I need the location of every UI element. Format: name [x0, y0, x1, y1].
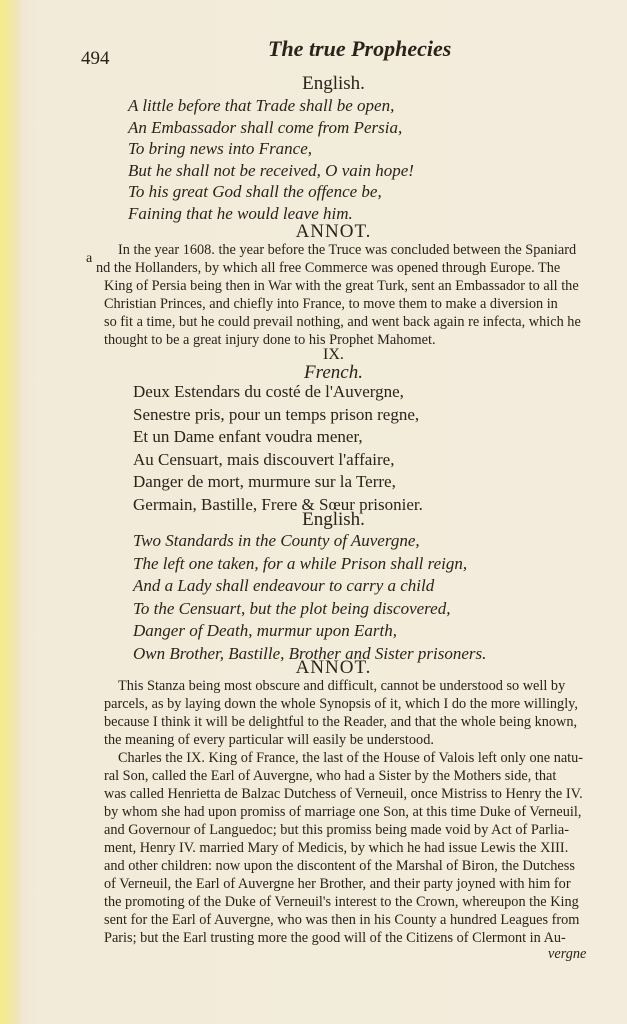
- annotation-line: so fit a time, but he could prevail nothing, and went back again re infecta, which he: [104, 314, 581, 330]
- annotation-line: parcels, as by laying down the whole Synopsis of it, which I do the more willingly,: [104, 696, 578, 712]
- annotation-line: by whom she had upon promiss of marriage one Son, at this time Duke of Verneuil,: [104, 804, 582, 820]
- annotation-line: was called Henrietta de Balzac Dutchess of Verneuil, once Mistriss to Henry the IV.: [104, 786, 583, 802]
- annotation-line: Christian Princes, and chiefly into France, to move them to make a diversion in: [104, 296, 558, 312]
- verse-line: And a Lady shall endeavour to carry a child: [133, 576, 435, 595]
- verse-line: An Embassador shall come from Persia,: [128, 117, 403, 137]
- verse-line: Germain, Bastille, Frere & Sœur prisonier.: [133, 494, 423, 514]
- verse-line: A little before that Trade shall be open,: [128, 96, 395, 115]
- verse-line: To the Censuart, but the plot being discovered,: [133, 598, 451, 618]
- annotation-line: and other children: now upon the discontent of the Marshal of Biron, the Dutchess: [104, 858, 575, 874]
- verse-line: Danger of Death, murmur upon Earth,: [133, 621, 397, 640]
- stanza-number: IX.: [323, 346, 344, 363]
- annotation-line: ment, Henry IV. married Mary of Medicis, by which he had issue Lewis the XIII.: [104, 840, 569, 856]
- drop-letter: a: [86, 251, 93, 266]
- annotation-line: Charles the IX. King of France, the last of the House of Valois left only one natu-: [118, 750, 584, 766]
- annotation-line: Paris; but the Earl trusting more the good will of the Citizens of Clermont in Au-: [104, 930, 566, 946]
- annotation-heading: ANNOT.: [295, 221, 372, 242]
- section-heading-french: French.: [304, 362, 363, 383]
- verse-line: The left one taken, for a while Prison shall reign,: [133, 553, 468, 573]
- annotation-line: ral Son, called the Earl of Auvergne, who had a Sister by the Mothers side, that: [104, 768, 557, 784]
- annotation-line: In the year 1608. the year before the Truce was concluded between the Spaniard: [118, 242, 577, 258]
- verse-line: Danger de mort, murmure sur la Terre,: [133, 472, 396, 491]
- annotation-line: nd the Hollanders, by which all free Commerce was opened through Europe. The: [96, 260, 561, 276]
- verse-line: To his great God shall the offence be,: [128, 182, 382, 201]
- verse-line: Au Censuart, mais discouvert l'affaire,: [133, 449, 395, 469]
- section-heading-english: English.: [302, 509, 365, 530]
- verse-line: Own Brother, Bastille, Brother and Sister prisoners.: [133, 643, 487, 663]
- verse-line: To bring news into France,: [128, 139, 313, 158]
- annotation-line: the meaning of every particular will easily be understood.: [104, 732, 434, 748]
- annotation-line: of Verneuil, the Earl of Auvergne her Brother, and their party joyned with him for: [104, 876, 571, 892]
- annotation-line: the promoting of the Duke of Verneuil's interest to the Crown, whereupon the King: [104, 894, 579, 910]
- verse-line: Faining that he would leave him.: [128, 203, 353, 223]
- annotation-line: thought to be a great injury done to his Prophet Mahomet.: [104, 332, 436, 348]
- verse-line: Senestre pris, pour un temps prison regne,: [133, 404, 420, 424]
- annotation-line: and Governour of Languedoc; but this promiss being made void by Act of Parlia-: [104, 822, 569, 838]
- verse-line: Deux Estendars du costé de l'Auvergne,: [133, 382, 404, 401]
- annotation-line: because I think it will be delightful to the Reader, and that the whole being known,: [104, 714, 578, 730]
- section-heading-english: English.: [302, 73, 365, 94]
- annotation-heading: ANNOT.: [295, 657, 372, 678]
- verse-line: Et un Dame enfant voudra mener,: [133, 427, 363, 446]
- annotation-line: sent for the Earl of Auvergne, who was then in his County a hundred Leagues from: [104, 912, 580, 928]
- verse-line: Two Standards in the County of Auvergne,: [133, 531, 420, 550]
- page-gutter-edge: [0, 0, 20, 1024]
- running-title: The true Prophecies: [268, 36, 452, 61]
- verse-line: But he shall not be received, O vain hope!: [128, 160, 414, 180]
- catchword: vergne: [548, 946, 587, 962]
- annotation-line: This Stanza being most obscure and difficult, cannot be understood so well by: [118, 678, 566, 694]
- annotation-line: King of Persia being then in War with the great Turk, sent an Embassador to all the: [104, 278, 579, 294]
- page-number: 494: [81, 48, 110, 69]
